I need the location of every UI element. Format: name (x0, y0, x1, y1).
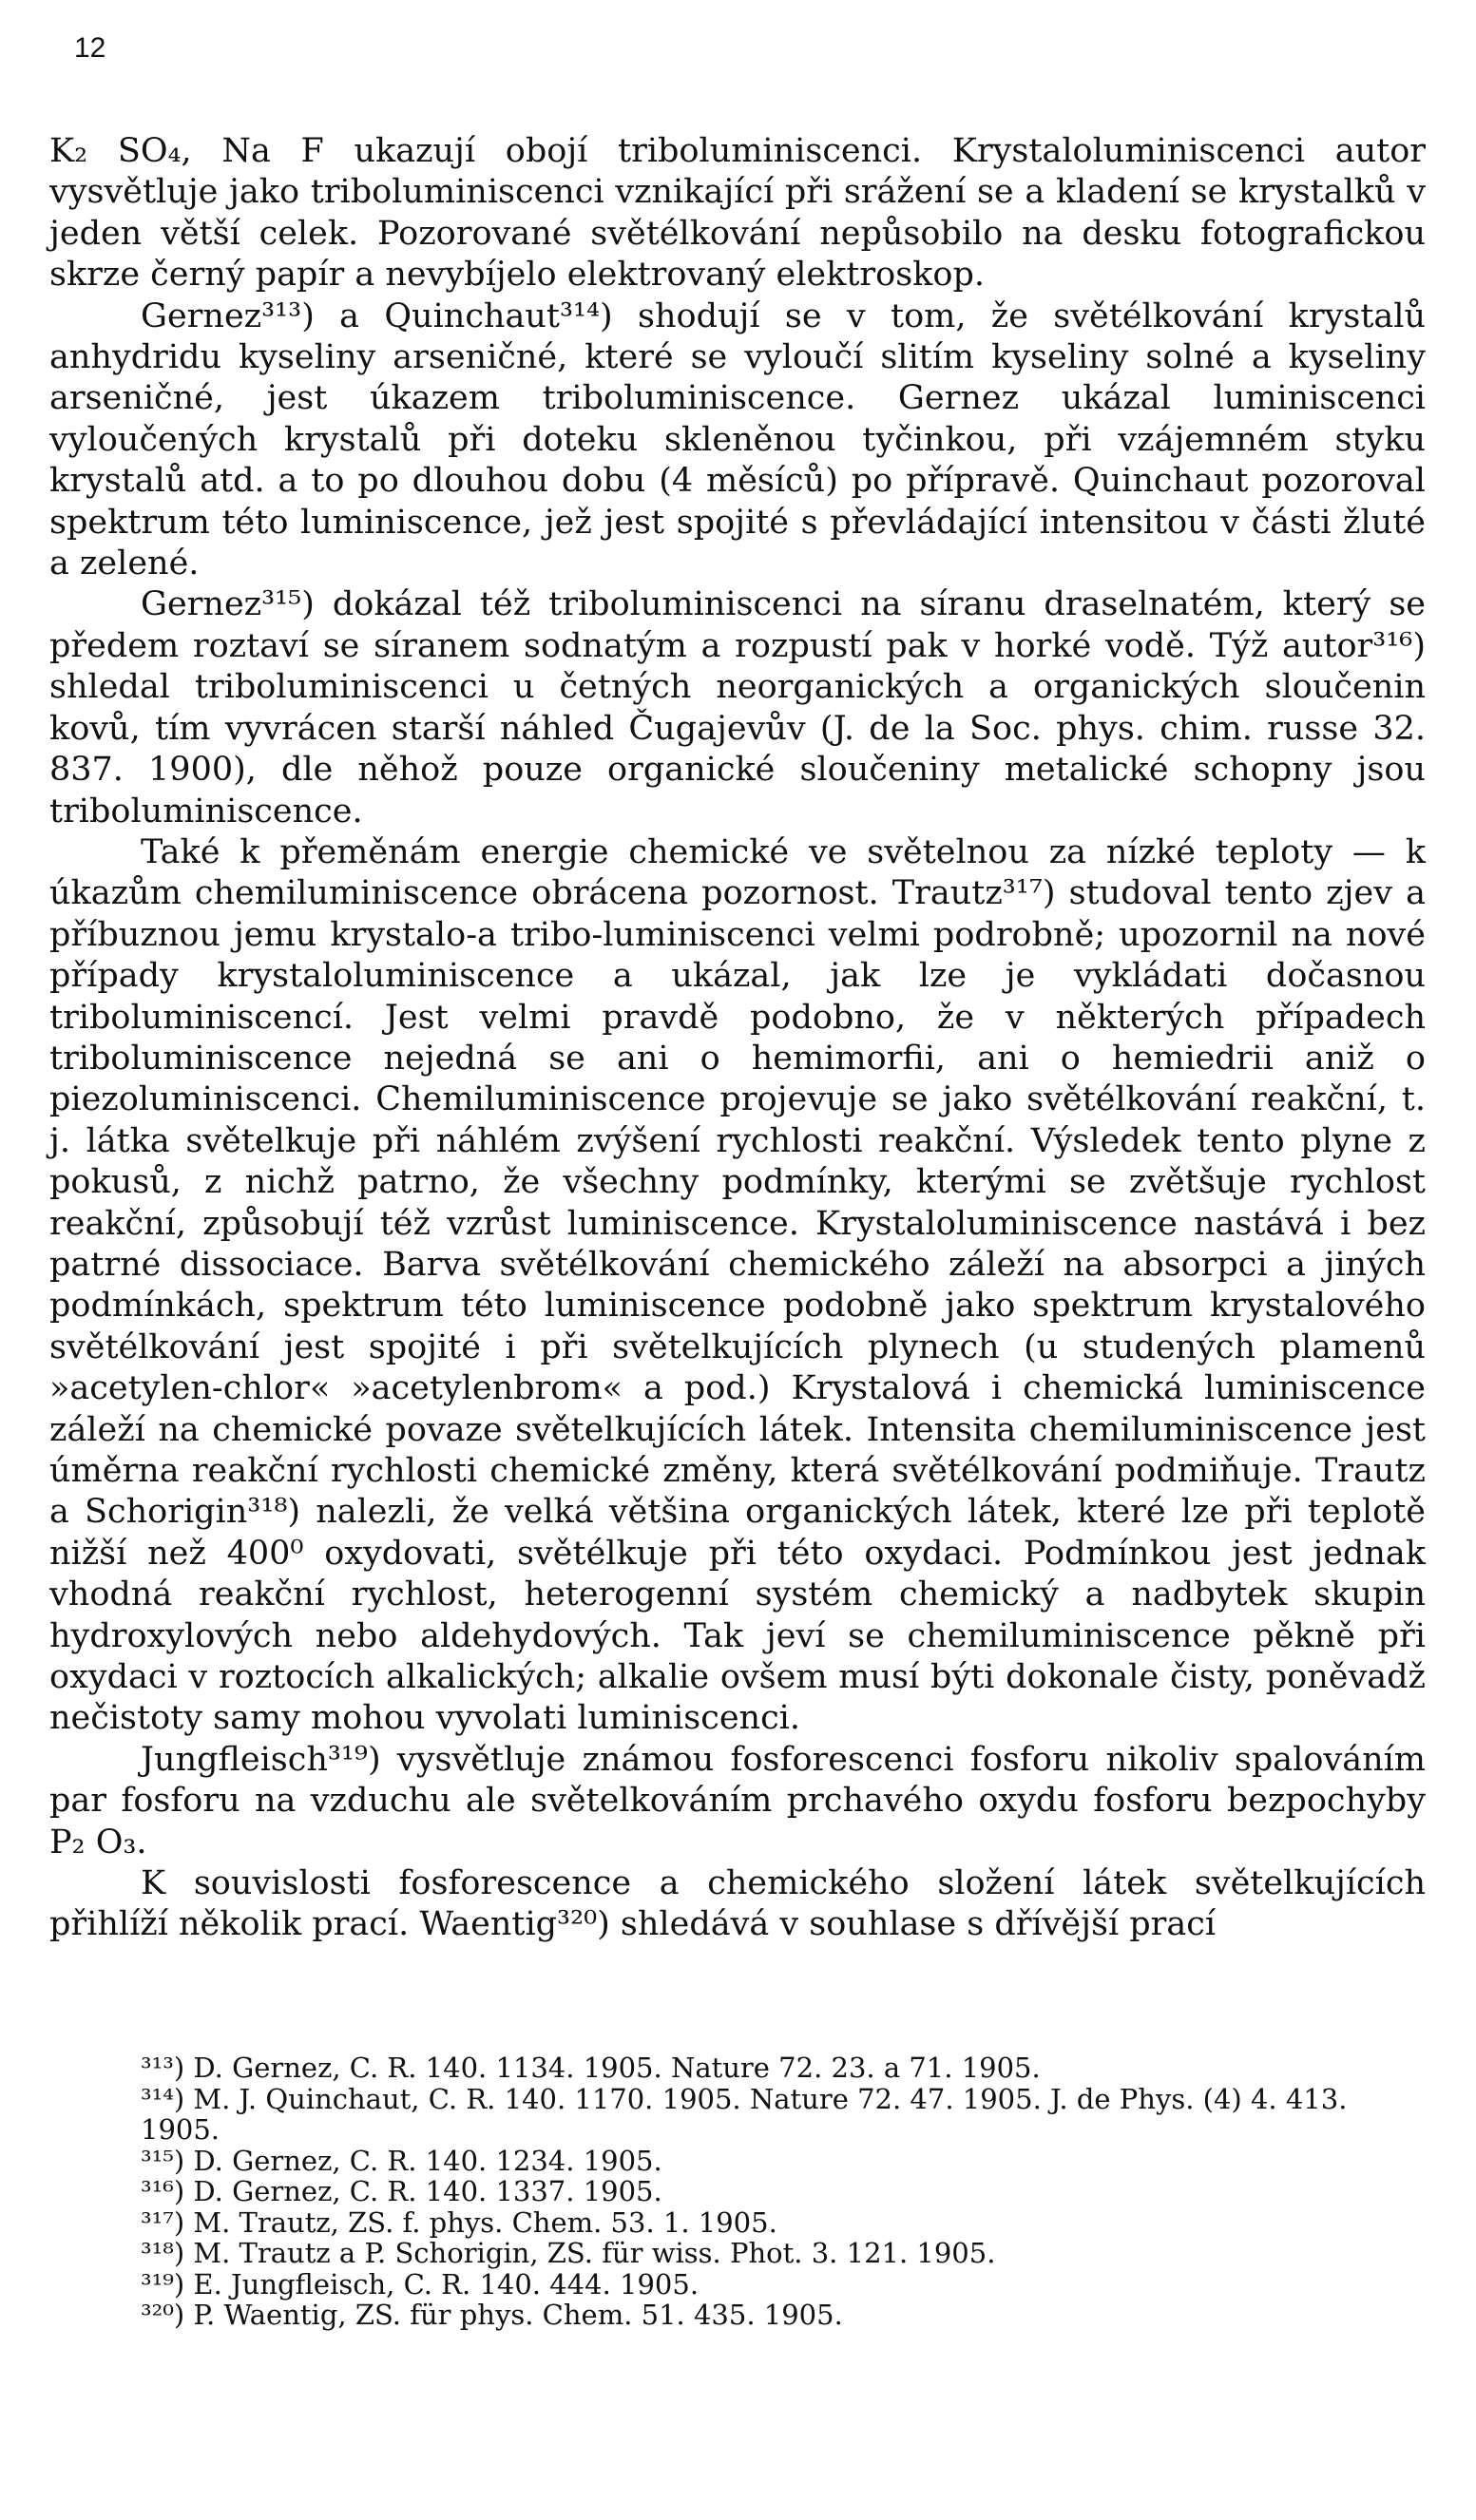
paragraph-3: Gernez³¹⁵) dokázal též triboluminiscenci na síranu draselnatém, který se předem roztaví se síranem sodnatým a rozpustí pak v horké vodě. Týž autor³¹⁶) shledal triboluminiscenci u četných neorganických a organických sloučenin kovů, tím vyvrácen starší náhled Čugajevův (J. de la Soc. phys. chim. russe 32. 837. 1900), dle něhož pouze organické sloučeniny metalické schopny jsou triboluminiscence. (49, 585, 1426, 830)
paragraph-1: K₂ SO₄, Na F ukazují obojí triboluminiscenci. Krystaloluminiscenci autor vysvětluje jako triboluminiscenci vznikající při srážení se a kladení se krystalků v jeden větší celek. Pozorované světélkování nepůsobilo na desku fotografickou skrze černý papír a nevybíjelo elektrovaný elektroskop. (49, 132, 1426, 295)
paragraph-6: K souvislosti fosforescence a chemického složení látek světelkujících přihlíží několik prací. Waentig³²⁰) shledává v souhlase s dřívější prací (49, 1864, 1426, 1944)
body-text (49, 131, 1426, 1946)
footnote-319: ³¹⁹) E. Jungfleisch, C. R. 140. 444. 1905. (141, 2267, 700, 2300)
footnote-313: ³¹³) D. Gernez, C. R. 140. 1134. 1905. Nature 72. 23. a 71. 1905. (141, 2052, 1041, 2084)
paragraph-4: Také k přeměnám energie chemické ve světelnou za nízké teploty — k úkazům chemiluminiscence obrácena pozornost. Trautz³¹⁷) studoval tento zjev a příbuznou jemu krystalo-a tribo-luminiscenci velmi podrobně; upozornil na nové případy krystaloluminiscence a ukázal, jak lze je vykládati dočasnou triboluminiscencí. Jest velmi pravdě podobno, že v některých případech triboluminiscence nejedná se ani o hemimorfii, ani o hemiedrii aniž o piezoluminiscenci. Chemiluminiscence projevuje se jako světélkování reakční, t. j. látka světelkuje při náhlém zvýšení rychlosti reakční. Výsledek tento plyne z pokusů, z nichž patrno, že všechny podmínky, kterými se zvětšuje rychlost reakční, způsobují též vzrůst luminiscence. Krystaloluminiscence nastává i bez patrné dissociace. Barva světélkování chemického záleží na absorpci a jiných podmínkách, spektrum této luminiscence podobně jako spektrum krystalového světélkování jest spojité i při světelkujících plynech (u studených plamenů »acetylen-chlor« »acetylenbrom« a pod.) Krystalová i chemická luminiscence záleží na chemické povaze světelkujících látek. Intensita chemiluminiscence jest úměrna reakční rychlosti chemické změny, která světélkování podmiňuje. Trautz a Schorigin³¹⁸) nalezli, že velká většina organických látek, které lze při teplotě nižší než 400⁰ oxydovati, světélkuje při této oxydaci. Podmínkou jest jednak vhodná reakční rychlost, heterogenní systém chemický a nadbytek skupin hydroxylových nebo aldehydových. Tak jeví se chemiluminiscence pěkně při oxydaci v roztocích alkalických; alkalie ovšem musí býti dokonale čisty, poněvadž nečistoty samy mohou vyvolati luminiscenci. (49, 832, 1426, 1738)
footnote-317: ³¹⁷) M. Trautz, ZS. f. phys. Chem. 53. 1. 1905. (141, 2205, 777, 2239)
footnote-315: ³¹⁵) D. Gernez, C. R. 140. 1234. 1905. (141, 2144, 662, 2177)
footnote-316: ³¹⁶) D. Gernez, C. R. 140. 1337. 1905. (141, 2175, 662, 2207)
footnote-314: ³¹⁴) M. J. Quinchaut, C. R. 140. 1170. 1905. Nature 72. 47. 1905. J. de Phys. (4) 4. 413. 1905. (141, 2082, 1348, 2146)
footnotes (49, 2052, 1426, 2331)
footnote-318: ³¹⁸) M. Trautz a P. Schorigin, ZS. für wiss. Phot. 3. 121. 1905. (141, 2237, 996, 2269)
page-number: 12 (74, 32, 106, 64)
footnote-320: ³²⁰) P. Waentig, ZS. für phys. Chem. 51. 435. 1905. (141, 2299, 843, 2331)
paragraph-5: Jungfleisch³¹⁹) vysvětluje známou fosforescenci fosforu nikoliv spalováním par fosforu na vzduchu ale světelkováním prchavého oxydu fosforu bezpochyby P₂ O₃. (49, 1740, 1426, 1861)
paragraph-2: Gernez³¹³) a Quinchaut³¹⁴) shodují se v tom, že světélkování krystalů anhydridu kyseliny arseničné, které se vyloučí slitím kyseliny solné a kyseliny arseničné, jest úkazem triboluminiscence. Gernez ukázal luminiscenci vyloučených krystalů při doteku skleněnou tyčinkou, při vzájemném styku krystalů atd. a to po dlouhou dobu (4 měsíců) po přípravě. Quinchaut pozoroval spektrum této luminiscence, jež jest spojité s převládající intensitou v části žluté a zelené. (49, 296, 1426, 583)
